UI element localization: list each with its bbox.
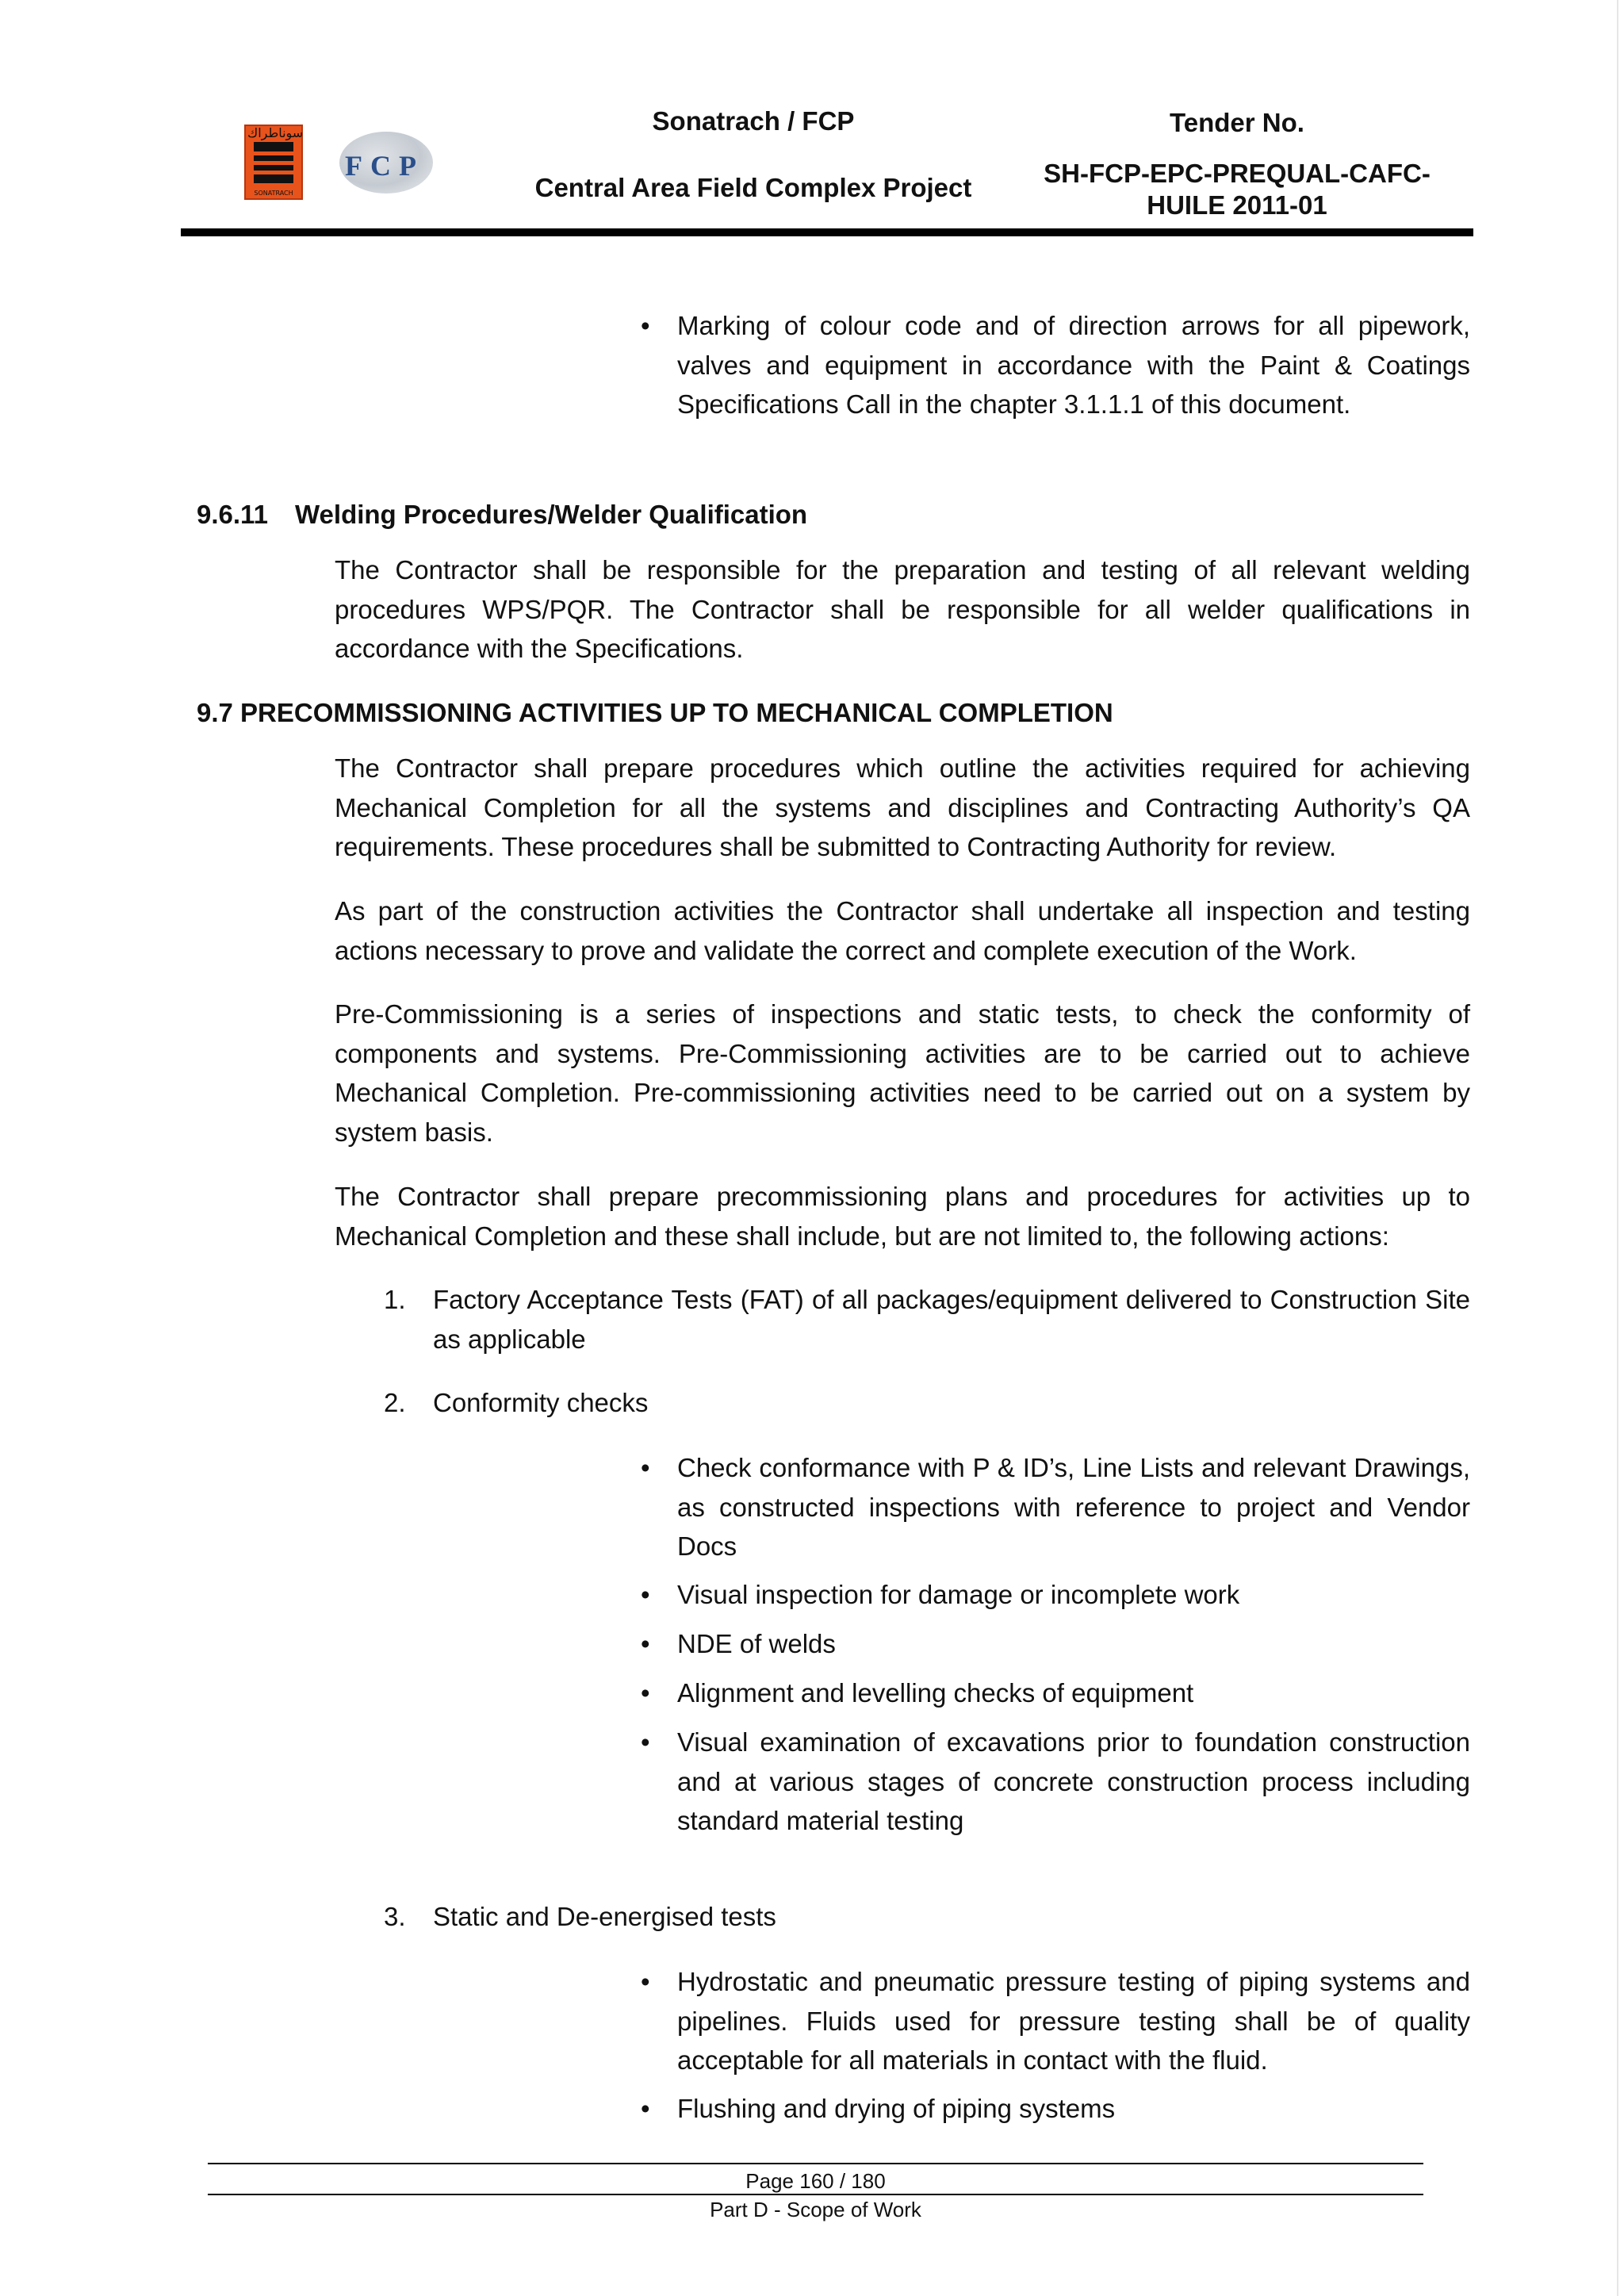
section-number-9611: 9.6.11 [197, 500, 268, 529]
section-97-paragraph-2: As part of the construction activities the Contractor shall undertake all inspection and testing actions necessary to prove and validate the correct and complete execution of the Work. [335, 896, 1470, 965]
conformity-bullet-3: NDE of welds [677, 1629, 836, 1658]
section-title-9611: Welding Procedures/Welder Qualification [295, 500, 808, 529]
bullet-icon: • [641, 1629, 650, 1658]
sonatrach-logo-arabic: سوناطراك [247, 125, 304, 140]
list-item-3-text: Static and De-energised tests [433, 1902, 776, 1931]
conformity-bullet-1: Check conformance with P & ID’s, Line Lists and relevant Drawings, as constructed inspections with reference to project and Vendor Docs [677, 1453, 1470, 1561]
sonatrach-logo [244, 125, 303, 200]
bullet-icon: • [641, 311, 650, 340]
footer-rule-top [208, 2163, 1423, 2164]
bullet-icon: • [641, 2094, 650, 2123]
bullet-icon: • [641, 1967, 650, 1996]
sonatrach-logo-mark [254, 142, 293, 183]
static-bullet-2: Flushing and drying of piping systems [677, 2094, 1116, 2123]
list-item-2-text: Conformity checks [433, 1388, 649, 1417]
footer-part: Part D - Scope of Work [710, 2198, 921, 2221]
conformity-bullet-5: Visual examination of excavations prior to foundation construction and at various stages of concrete construction process including standard material testing [677, 1727, 1470, 1835]
fcp-logo-text: FCP [345, 150, 424, 182]
list-number-3: 3. [384, 1902, 406, 1931]
tender-number-line1: SH-FCP-EPC-PREQUAL-CAFC- [1044, 159, 1431, 188]
bullet-icon: • [641, 1727, 650, 1757]
bullet-icon: • [641, 1453, 650, 1482]
footer-rule-middle [208, 2194, 1423, 2195]
conformity-bullet-4: Alignment and levelling checks of equipment [677, 1678, 1194, 1708]
page-edge [1617, 0, 1618, 2296]
static-bullet-1: Hydrostatic and pneumatic pressure testing of piping systems and pipelines. Fluids used for pressure testing shall be of quality acceptable for all materials in contact with the fluid. [677, 1967, 1470, 2075]
section-heading-97: 9.7 PRECOMMISSIONING ACTIVITIES UP TO MECHANICAL COMPLETION [197, 698, 1113, 727]
section-9611-paragraph: The Contractor shall be responsible for the preparation and testing of all relevant welding procedures WPS/PQR. The Contractor shall be responsible for all welder qualifications in accordance with the Specifications. [335, 555, 1470, 663]
bullet-icon: • [641, 1580, 650, 1609]
fcp-logo [325, 127, 444, 198]
tender-label: Tender No. [1170, 108, 1304, 137]
tender-number-line2: HUILE 2011-01 [1147, 190, 1327, 220]
section-97-paragraph-3: Pre-Commissioning is a series of inspections and static tests, to check the conformity of components and systems. Pre-Commissioning activities are to be carried out to achieve Mechanical Completion. Pre-commissioning activities need to be carried out on a system by system basis. [335, 999, 1470, 1147]
list-item-1-text: Factory Acceptance Tests (FAT) of all packages/equipment delivered to Construction Site as applicable [433, 1285, 1470, 1354]
list-number-1: 1. [384, 1285, 406, 1314]
intro-bullet-text: Marking of colour code and of direction arrows for all pipework, valves and equipment in accordance with the Paint & Coatings Specifications Call in the chapter 3.1.1.1 of this document. [677, 311, 1470, 419]
footer-page-number: Page 160 / 180 [745, 2169, 886, 2193]
sonatrach-logo-sub: SONATRACH [254, 190, 293, 197]
header-title-1: Sonatrach / FCP [652, 106, 855, 136]
conformity-bullet-2: Visual inspection for damage or incomplete work [677, 1580, 1240, 1609]
header-title-2: Central Area Field Complex Project [534, 173, 972, 202]
list-number-2: 2. [384, 1388, 406, 1417]
section-97-paragraph-4: The Contractor shall prepare precommissioning plans and procedures for activities up to Mechanical Completion and these shall include, but are not limited to, the following actions: [335, 1182, 1470, 1251]
header-rule [181, 228, 1473, 236]
bullet-icon: • [641, 1678, 650, 1708]
section-97-paragraph-1: The Contractor shall prepare procedures which outline the activities required for achieving Mechanical Completion for all the systems and disciplines and Contracting Authority’s QA requirements. These procedures shall be submitted to Contracting Authority for review. [335, 753, 1470, 861]
